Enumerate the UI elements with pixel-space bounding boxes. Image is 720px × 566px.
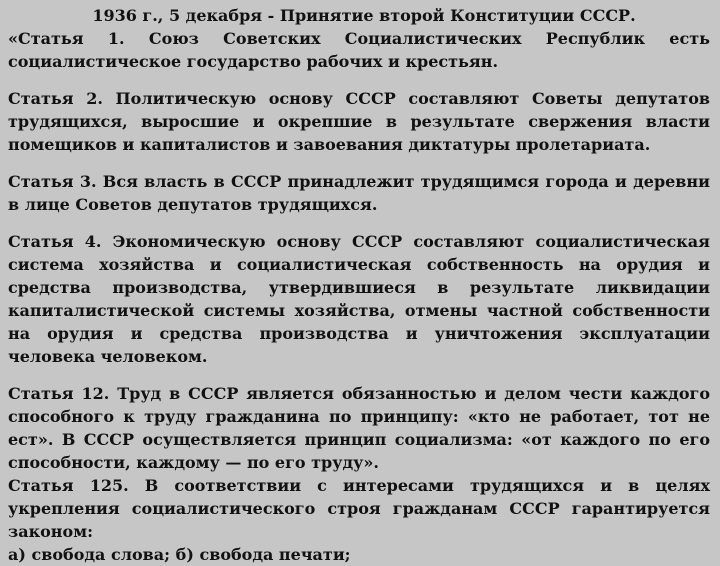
article-4: Статья 4. Экономическую основу СССР составляют социалистическая система хозяйства и социалистическая собственность на орудия и средства производства, утвердившиеся в результате ликвидации капиталистической системы хозяйства, отмены частной собственности на орудия и средства производства и уничтожения эксплуатации человека человеком. — [8, 232, 710, 366]
paragraph-gap — [8, 73, 710, 87]
paragraph-gap — [8, 216, 710, 230]
paragraph-gap — [8, 368, 710, 382]
cutoff-text-line: а) свобода слова; б) свобода печати; — [8, 545, 351, 564]
article-3: Статья 3. Вся власть в СССР принадлежит трудящимся города и деревни в лице Советов депутатов трудящихся. — [8, 172, 710, 214]
article-2: Статья 2. Политическую основу СССР составляют Советы депутатов трудящихся, выросшие и окрепшие в результате свержения власти помещиков и капиталистов и завоевания диктатуры пролетариата. — [8, 89, 710, 154]
article-125: Статья 125. В соответствии с интересами трудящихся и в целях укрепления социалистического строя гражданам СССР гарантируется законом: — [8, 476, 710, 541]
document-title: 1936 г., 5 декабря - Принятие второй Конституции СССР. — [92, 6, 636, 25]
article-1: «Статья 1. Союз Советских Социалистических Республик есть социалистическое государство рабочих и крестьян. — [8, 29, 710, 71]
paragraph-gap — [8, 156, 710, 170]
article-12: Статья 12. Труд в СССР является обязанностью и делом чести каждого способного к труду гражданина по принципу: «кто не работает, тот не ест». В СССР осуществляется принцип социализма: «от каждого по его способности, каждому — по его труду». — [8, 384, 710, 472]
